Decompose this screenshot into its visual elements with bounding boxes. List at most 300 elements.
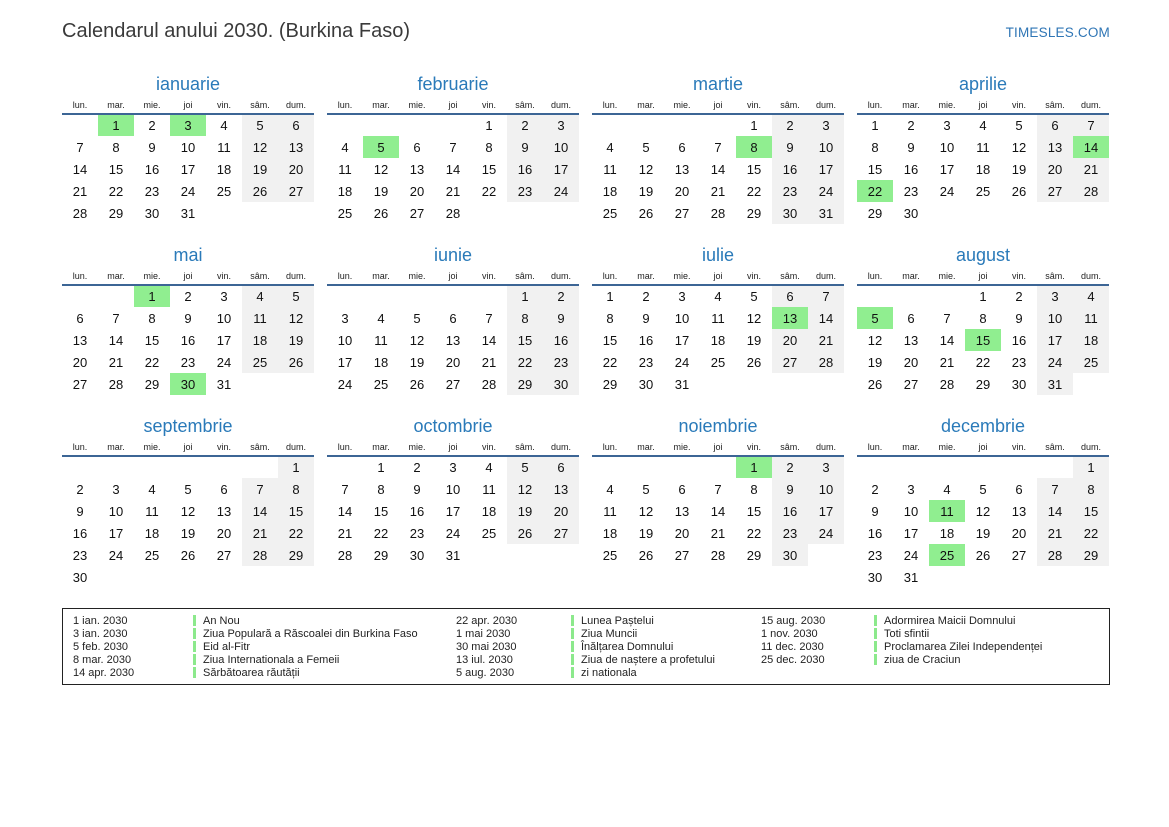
month-grid [592, 99, 844, 224]
day-cell: 20 [72, 354, 88, 370]
day-cell: 22 [108, 183, 124, 199]
day-cell: 7 [714, 139, 722, 155]
weekday-header: sâm. [507, 99, 543, 114]
day-cell: 27 [409, 205, 425, 221]
weekday-header: mie. [929, 99, 965, 114]
empty-cell [736, 373, 772, 395]
day-cell: 28 [72, 205, 88, 221]
weekend-day-cell: 20 [772, 329, 808, 351]
day-cell: 24 [337, 376, 353, 392]
day-cell: 13 [409, 161, 425, 177]
day-cell: 31 [903, 569, 919, 585]
weekday-header: mar. [98, 441, 134, 456]
empty-cell [170, 566, 206, 588]
weekend-day-cell: 2 [772, 456, 808, 478]
weekday-header: sâm. [242, 99, 278, 114]
day-cell: 6 [907, 310, 915, 326]
day-cell: 23 [867, 547, 883, 563]
day-cell: 31 [216, 376, 232, 392]
legend-row [456, 666, 761, 679]
day-cell: 2 [1015, 289, 1023, 304]
weekend-day-cell: 1 [1073, 456, 1109, 478]
empty-cell [399, 285, 435, 307]
empty-cell [929, 566, 965, 588]
weekend-day-cell: 4 [1073, 285, 1109, 307]
day-cell: 7 [341, 481, 349, 497]
day-cell: 4 [485, 460, 493, 475]
day-cell: 9 [413, 481, 421, 497]
weekday-header: lun. [327, 441, 363, 456]
weekend-day-cell: 15 [507, 329, 543, 351]
legend-date: 1 nov. 2030 [761, 627, 818, 640]
day-cell: 11 [145, 503, 159, 519]
weekend-day-cell: 9 [772, 136, 808, 158]
empty-cell [170, 456, 206, 478]
day-cell: 2 [907, 118, 915, 133]
day-cell: 12 [1011, 139, 1027, 155]
day-cell: 15 [746, 503, 762, 519]
weekend-day-cell: 16 [507, 158, 543, 180]
weekend-day-cell: 20 [1037, 158, 1073, 180]
empty-cell [1001, 202, 1037, 224]
legend-group [456, 614, 761, 679]
weekday-header: vin. [1001, 270, 1037, 285]
weekday-header: lun. [327, 99, 363, 114]
month-title: mai [173, 245, 203, 265]
empty-cell [808, 373, 844, 395]
day-cell: 7 [449, 139, 457, 155]
empty-cell [664, 456, 700, 478]
day-cell: 17 [445, 503, 461, 519]
empty-cell [327, 456, 363, 478]
legend-date: 3 ian. 2030 [73, 627, 128, 640]
day-cell: 8 [377, 481, 385, 497]
legend-label: Ziua de naștere a profetului [581, 653, 715, 666]
day-cell: 22 [975, 354, 991, 370]
day-cell: 27 [445, 376, 461, 392]
holiday-day-cell: 22 [857, 180, 893, 202]
day-cell: 26 [746, 354, 762, 370]
month-grid [857, 270, 1109, 395]
day-cell: 15 [481, 161, 497, 177]
day-cell: 17 [674, 332, 690, 348]
legend-row [456, 614, 761, 627]
weekend-day-cell: 4 [242, 285, 278, 307]
weekend-day-cell: 25 [1073, 351, 1109, 373]
empty-cell [278, 373, 314, 395]
month-title: aprilie [958, 74, 1008, 94]
day-cell: 11 [711, 310, 725, 326]
empty-cell [543, 544, 579, 566]
weekday-header: lun. [592, 270, 628, 285]
weekday-header: joi [170, 99, 206, 114]
holiday-day-cell: 5 [363, 136, 399, 158]
day-cell: 31 [180, 205, 196, 221]
day-cell: 25 [602, 205, 618, 221]
day-cell: 24 [903, 547, 919, 563]
day-cell: 5 [979, 481, 987, 497]
weekday-header: joi [170, 270, 206, 285]
day-cell: 9 [907, 139, 915, 155]
day-cell: 26 [180, 547, 196, 563]
empty-cell [242, 566, 278, 588]
legend-date: 1 mai 2030 [456, 627, 511, 640]
day-cell: 24 [674, 354, 690, 370]
day-cell: 3 [943, 118, 951, 133]
day-cell: 11 [603, 503, 617, 519]
month-title: iulie [701, 245, 735, 265]
weekday-header: vin. [471, 99, 507, 114]
day-cell: 29 [108, 205, 124, 221]
weekend-day-cell: 2 [543, 285, 579, 307]
day-cell: 18 [710, 332, 726, 348]
empty-cell [206, 566, 242, 588]
holiday-day-cell: 11 [929, 500, 965, 522]
day-cell: 30 [1011, 376, 1027, 392]
weekend-day-cell: 14 [808, 307, 844, 329]
weekday-header: mie. [399, 99, 435, 114]
empty-cell [628, 456, 664, 478]
weekday-header: mar. [363, 99, 399, 114]
day-cell: 11 [374, 332, 388, 348]
day-cell: 1 [979, 289, 987, 304]
day-cell: 6 [678, 481, 686, 497]
empty-cell [278, 566, 314, 588]
empty-cell [1037, 202, 1073, 224]
weekend-day-cell: 5 [507, 456, 543, 478]
weekday-header: mie. [664, 441, 700, 456]
day-cell: 6 [678, 139, 686, 155]
weekend-day-cell: 8 [278, 478, 314, 500]
empty-cell [700, 373, 736, 395]
weekend-day-cell: 29 [1073, 544, 1109, 566]
day-cell: 25 [373, 376, 389, 392]
day-cell: 21 [72, 183, 88, 199]
weekday-header: mie. [134, 441, 170, 456]
legend-row [73, 640, 456, 653]
weekend-day-cell: 28 [808, 351, 844, 373]
day-cell: 18 [939, 525, 955, 541]
weekend-day-cell: 17 [808, 500, 844, 522]
weekday-header: mie. [664, 99, 700, 114]
empty-cell [98, 456, 134, 478]
weekday-header: joi [435, 99, 471, 114]
weekend-day-cell: 21 [1073, 158, 1109, 180]
day-cell: 21 [337, 525, 353, 541]
day-cell: 6 [413, 139, 421, 155]
empty-cell [1037, 566, 1073, 588]
weekday-header: dum. [543, 270, 579, 285]
day-cell: 29 [373, 547, 389, 563]
day-cell: 23 [903, 183, 919, 199]
weekend-day-cell: 6 [1037, 114, 1073, 136]
month-grid [327, 270, 579, 395]
empty-cell [857, 285, 893, 307]
day-cell: 28 [108, 376, 124, 392]
day-cell: 21 [710, 525, 726, 541]
day-cell: 13 [1011, 503, 1027, 519]
holiday-day-cell: 25 [929, 544, 965, 566]
month-calendar [62, 73, 314, 224]
day-cell: 10 [108, 503, 124, 519]
weekday-header: vin. [206, 270, 242, 285]
weekday-header: sâm. [1037, 441, 1073, 456]
weekend-day-cell: 9 [507, 136, 543, 158]
empty-cell [435, 114, 471, 136]
month-grid [327, 441, 579, 566]
empty-cell [893, 285, 929, 307]
day-cell: 2 [148, 118, 156, 133]
weekday-header: dum. [278, 99, 314, 114]
day-cell: 5 [413, 310, 421, 326]
day-cell: 7 [943, 310, 951, 326]
day-cell: 13 [674, 503, 690, 519]
empty-cell [507, 544, 543, 566]
day-cell: 3 [220, 289, 228, 304]
day-cell: 15 [144, 332, 160, 348]
empty-cell [399, 114, 435, 136]
weekend-day-cell: 7 [242, 478, 278, 500]
weekend-day-cell: 28 [1037, 544, 1073, 566]
legend-label: Lunea Paștelui [581, 614, 654, 627]
weekend-day-cell: 30 [772, 202, 808, 224]
empty-cell [700, 456, 736, 478]
day-cell: 23 [638, 354, 654, 370]
weekend-day-cell: 2 [507, 114, 543, 136]
day-cell: 25 [144, 547, 160, 563]
day-cell: 18 [602, 525, 618, 541]
holiday-marker-icon [874, 615, 877, 626]
day-cell: 23 [409, 525, 425, 541]
legend-row [73, 666, 456, 679]
weekend-day-cell: 15 [278, 500, 314, 522]
day-cell: 30 [409, 547, 425, 563]
day-cell: 16 [144, 161, 160, 177]
day-cell: 21 [481, 354, 497, 370]
legend-row [456, 653, 761, 666]
legend-label: Ziua Populară a Răscoalei din Burkina Faso [203, 627, 418, 640]
empty-cell [929, 285, 965, 307]
weekend-day-cell: 17 [543, 158, 579, 180]
empty-cell [471, 544, 507, 566]
weekend-day-cell: 17 [808, 158, 844, 180]
month-title: noiembrie [678, 416, 758, 436]
empty-cell [471, 202, 507, 224]
weekend-day-cell: 20 [278, 158, 314, 180]
weekend-day-cell: 29 [278, 544, 314, 566]
day-cell: 11 [217, 139, 231, 155]
weekday-header: joi [435, 441, 471, 456]
weekday-header: sâm. [507, 441, 543, 456]
day-cell: 11 [976, 139, 990, 155]
weekday-header: dum. [1073, 270, 1109, 285]
day-cell: 6 [76, 310, 84, 326]
weekday-header: mie. [134, 270, 170, 285]
weekend-day-cell: 20 [543, 500, 579, 522]
empty-cell [98, 285, 134, 307]
holiday-day-cell: 14 [1073, 136, 1109, 158]
day-cell: 15 [867, 161, 883, 177]
day-cell: 21 [939, 354, 955, 370]
day-cell: 10 [180, 139, 196, 155]
weekend-day-cell: 21 [1037, 522, 1073, 544]
weekday-header: dum. [278, 270, 314, 285]
weekday-header: joi [700, 270, 736, 285]
day-cell: 29 [602, 376, 618, 392]
day-cell: 27 [72, 376, 88, 392]
month-title: iunie [433, 245, 473, 265]
day-cell: 26 [409, 376, 425, 392]
empty-cell [206, 202, 242, 224]
weekday-header: mie. [929, 441, 965, 456]
day-cell: 2 [413, 460, 421, 475]
day-cell: 10 [674, 310, 690, 326]
day-cell: 9 [871, 503, 879, 519]
legend-date: 15 aug. 2030 [761, 614, 826, 627]
holiday-day-cell: 3 [170, 114, 206, 136]
month-calendar [592, 244, 844, 395]
empty-cell [206, 456, 242, 478]
weekend-day-cell: 27 [543, 522, 579, 544]
holiday-marker-icon [193, 615, 196, 626]
day-cell: 27 [1011, 547, 1027, 563]
weekend-day-cell: 13 [543, 478, 579, 500]
day-cell: 7 [112, 310, 120, 326]
day-cell: 4 [220, 118, 228, 133]
site-link[interactable]: TIMESLES.COM [1005, 25, 1110, 40]
weekend-day-cell: 5 [242, 114, 278, 136]
day-cell: 19 [638, 183, 654, 199]
weekday-header: joi [435, 270, 471, 285]
weekday-header: mar. [98, 99, 134, 114]
legend-label: Eid al-Fitr [203, 640, 251, 653]
holiday-marker-icon [874, 654, 877, 665]
day-cell: 28 [445, 205, 461, 221]
weekend-day-cell: 14 [242, 500, 278, 522]
month-calendar [592, 73, 844, 224]
weekend-day-cell: 19 [507, 500, 543, 522]
day-cell: 25 [481, 525, 497, 541]
weekday-header: lun. [327, 270, 363, 285]
day-cell: 8 [871, 139, 879, 155]
empty-cell [965, 566, 1001, 588]
day-cell: 3 [341, 310, 349, 326]
holiday-marker-icon [571, 654, 574, 665]
day-cell: 19 [1011, 161, 1027, 177]
day-cell: 16 [1011, 332, 1027, 348]
day-cell: 5 [184, 481, 192, 497]
weekday-header: mie. [399, 441, 435, 456]
day-cell: 30 [867, 569, 883, 585]
empty-cell [808, 544, 844, 566]
day-cell: 22 [481, 183, 497, 199]
weekday-header: dum. [543, 441, 579, 456]
month-grid [327, 99, 579, 224]
day-cell: 14 [710, 161, 726, 177]
day-cell: 20 [674, 183, 690, 199]
day-cell: 4 [606, 481, 614, 497]
legend-group [761, 614, 1109, 679]
day-cell: 14 [481, 332, 497, 348]
weekday-header: mar. [628, 270, 664, 285]
month-grid [62, 441, 314, 588]
day-cell: 7 [76, 139, 84, 155]
weekend-day-cell: 29 [507, 373, 543, 395]
weekend-day-cell: 6 [772, 285, 808, 307]
weekend-day-cell: 6 [278, 114, 314, 136]
weekday-header: dum. [1073, 99, 1109, 114]
day-cell: 19 [746, 332, 762, 348]
month-calendar [62, 244, 314, 395]
day-cell: 19 [409, 354, 425, 370]
day-cell: 23 [72, 547, 88, 563]
empty-cell [664, 114, 700, 136]
weekday-header: sâm. [772, 441, 808, 456]
holiday-marker-icon [874, 628, 877, 639]
day-cell: 8 [606, 310, 614, 326]
weekday-header: mar. [363, 270, 399, 285]
holiday-day-cell: 15 [965, 329, 1001, 351]
weekend-day-cell: 7 [1073, 114, 1109, 136]
day-cell: 14 [108, 332, 124, 348]
day-cell: 28 [710, 205, 726, 221]
weekday-header: dum. [1073, 441, 1109, 456]
month-title: august [955, 245, 1011, 265]
weekday-header: dum. [808, 441, 844, 456]
day-cell: 10 [445, 481, 461, 497]
month-grid [857, 99, 1109, 224]
day-cell: 12 [746, 310, 762, 326]
day-cell: 13 [216, 503, 232, 519]
weekend-day-cell: 8 [507, 307, 543, 329]
weekday-header: mar. [893, 99, 929, 114]
holiday-marker-icon [193, 628, 196, 639]
weekend-day-cell: 22 [507, 351, 543, 373]
weekday-header: sâm. [1037, 99, 1073, 114]
month-title: ianuarie [155, 74, 221, 94]
day-cell: 3 [112, 481, 120, 497]
day-cell: 22 [746, 525, 762, 541]
weekday-header: sâm. [242, 270, 278, 285]
weekend-day-cell: 23 [772, 522, 808, 544]
legend-label: Sărbătoarea răutății [203, 666, 300, 679]
holiday-marker-icon [571, 615, 574, 626]
weekday-header: mie. [134, 99, 170, 114]
weekend-day-cell: 1 [278, 456, 314, 478]
day-cell: 24 [108, 547, 124, 563]
legend-row [73, 627, 456, 640]
weekend-day-cell: 9 [772, 478, 808, 500]
weekday-header: dum. [543, 99, 579, 114]
weekday-header: lun. [857, 441, 893, 456]
page-title: Calendarul anului 2030. (Burkina Faso) [62, 20, 410, 42]
day-cell: 29 [867, 205, 883, 221]
weekend-day-cell: 1 [507, 285, 543, 307]
empty-cell [592, 114, 628, 136]
day-cell: 26 [1011, 183, 1027, 199]
empty-cell [242, 373, 278, 395]
empty-cell [134, 456, 170, 478]
day-cell: 26 [638, 547, 654, 563]
weekday-header: vin. [471, 441, 507, 456]
weekday-header: vin. [206, 441, 242, 456]
legend-label: An Nou [203, 614, 240, 627]
day-cell: 22 [144, 354, 160, 370]
holiday-day-cell: 13 [772, 307, 808, 329]
day-cell: 4 [943, 481, 951, 497]
page-header [0, 0, 1169, 43]
legend-row [761, 614, 1109, 627]
